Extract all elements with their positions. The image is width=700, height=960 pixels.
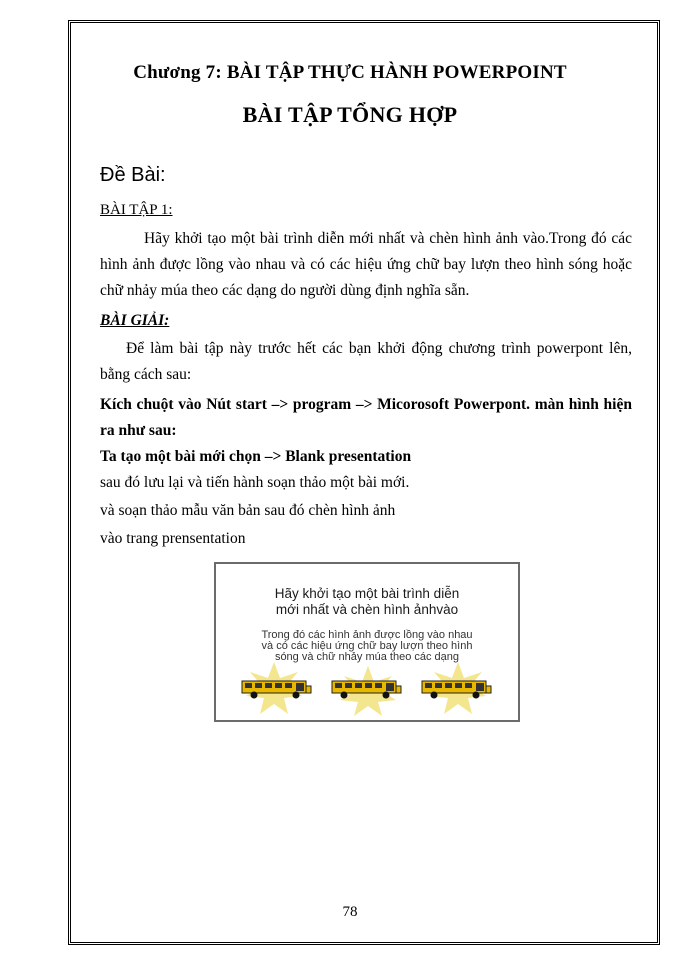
body-line-2: và soạn thảo mẫu văn bản sau đó chèn hình ảnh [100,502,396,519]
slide-title-line-2: mới nhất và chèn hình ảnhvào [275,602,459,617]
slide-body [216,630,518,663]
slide-body-line-2: và có các hiệu ứng chữ bay lượn theo hình [261,640,473,652]
body-line-1: sau đó lưu lại và tiến hành soạn thảo một bài mới. [100,474,410,491]
school-bus-icon [420,678,492,700]
slide-title-line-1: Hãy khởi tạo một bài trình diễn [274,586,460,601]
exercise-label: BÀI TẬP 1: [100,202,173,218]
school-bus-icon [240,678,312,700]
chapter-title: Chương 7: BÀI TẬP THỰC HÀNH POWERPOINT [133,62,567,83]
de-bai-heading: Đề Bài: [100,164,166,186]
instruction-1: Kích chuột vào Nút start –> program –> Micorosoft Powerpont. màn hình hiện ra như sau: [100,396,632,439]
slide-preview-image [214,562,520,722]
solution-intro: Để làm bài tập này trước hết các bạn khởi động chương trình powerpont lên, bằng cách sau: [100,340,632,383]
page-number: 78 [342,904,358,920]
school-bus-icon [330,678,402,700]
solution-label: BÀI GIẢI: [100,312,170,329]
instruction-2: Ta tạo một bài mới chọn –> Blank presentation [100,448,412,465]
slide-body-line-1: Trong đó các hình ảnh được lồng vào nhau [261,629,473,641]
slide-body-line-3: sóng và chữ nhảy múa theo các dạng [274,651,460,663]
body-line-3: vào trang prensentation [100,530,246,547]
section-title: BÀI TẬP TỔNG HỢP [242,102,458,127]
slide-title [216,586,518,618]
exercise-text: Hãy khởi tạo một bài trình diễn mới nhất và chèn hình ảnh vào.Trong đó các hình ảnh được lồng vào nhau và có các hiệu ứng chữ bay lượn theo hình sóng hoặc chữ nhảy múa theo các dạng do người dùng định nghĩa sẵn. [100,230,632,299]
